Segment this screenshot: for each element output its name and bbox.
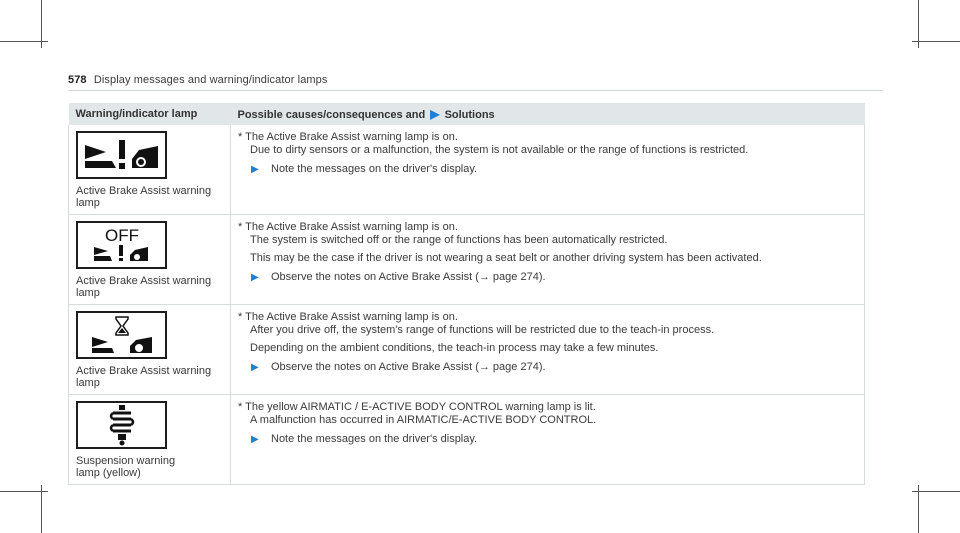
lamp-off-text: OFF [104, 226, 139, 245]
cause-text: A malfunction has occurred in AIRMATIC/E-ACTIVE BODY CONTROL. [250, 414, 597, 426]
header-causes-label: Possible causes/consequences and [237, 109, 426, 121]
cause-text: Due to dirty sensors or a malfunction, the system is not available or the range of functions is restricted. [250, 144, 749, 156]
lamp-cell [69, 305, 231, 395]
causes-cell [231, 215, 865, 305]
lamp-name: Suspension warning lamp (yellow) [76, 455, 176, 479]
section-title: Display messages and warning/indicator lamps [93, 74, 328, 86]
solutions-arrow-icon: ▶ [430, 107, 440, 121]
causes-cell [231, 395, 865, 485]
cause-text: Depending on the ambient conditions, the teach-in process may take a few minutes. [250, 342, 659, 354]
header-lamp: Warning/indicator lamp [69, 103, 231, 125]
lamp-cell [69, 395, 231, 485]
solution-item [238, 433, 857, 446]
page-number: 578 [68, 74, 87, 86]
solution-bullet-icon: ▶ [251, 164, 259, 175]
crop-mark [912, 41, 960, 42]
cause-text: After you drive off, the system's range of functions will be restricted due to the teach-in process. [250, 324, 715, 336]
cause-text: * The yellow AIRMATIC / E-ACTIVE BODY CONTROL warning lamp is lit. [238, 401, 596, 413]
crop-mark [0, 491, 48, 492]
solution-item [238, 271, 857, 284]
table-row [69, 215, 865, 305]
solution-text: Observe the notes on Active Brake Assist (→ page 274). [271, 271, 546, 283]
crop-mark [0, 41, 48, 42]
header-causes [231, 103, 865, 125]
solution-text: Note the messages on the driver's display. [271, 433, 478, 445]
brake-assist-warning-icon [76, 131, 167, 179]
table-row [69, 305, 865, 395]
cause-text: This may be the case if the driver is not wearing a seat belt or another driving system has been activated. [250, 252, 762, 264]
cause-text: * The Active Brake Assist warning lamp is on. [238, 221, 458, 233]
crop-mark [41, 485, 42, 533]
header-divider [68, 90, 883, 91]
brake-assist-hourglass-icon [76, 311, 167, 359]
lamp-name: Active Brake Assist warning lamp [76, 275, 212, 299]
solution-item [238, 361, 857, 374]
causes-cell [231, 305, 865, 395]
lamp-name: Active Brake Assist warning lamp [76, 185, 212, 209]
table-row [69, 395, 865, 485]
suspension-icon [76, 401, 167, 449]
lamp-name: Active Brake Assist warning lamp [76, 365, 212, 389]
solution-text: Observe the notes on Active Brake Assist (→ page 274). [271, 361, 546, 373]
lamp-cell [69, 125, 231, 215]
cause-text: The system is switched off or the range of functions has been automatically restricted. [250, 234, 668, 246]
crop-mark [912, 491, 960, 492]
solution-bullet-icon: ▶ [251, 434, 259, 445]
table-row [69, 125, 865, 215]
warning-lamp-table [68, 103, 865, 485]
header-solutions-label: Solutions [444, 109, 495, 121]
solution-text: Note the messages on the driver's display. [271, 163, 478, 175]
solution-item [238, 163, 857, 176]
cause-text: * The Active Brake Assist warning lamp is on. [238, 131, 458, 143]
lamp-cell [69, 215, 231, 305]
crop-mark [918, 485, 919, 533]
brake-assist-off-icon [76, 221, 167, 269]
cause-text: * The Active Brake Assist warning lamp is on. [238, 311, 458, 323]
causes-cell [231, 125, 865, 215]
solution-bullet-icon: ▶ [251, 362, 259, 373]
table-header-row [69, 103, 865, 125]
running-header [68, 74, 328, 86]
solution-bullet-icon: ▶ [251, 272, 259, 283]
